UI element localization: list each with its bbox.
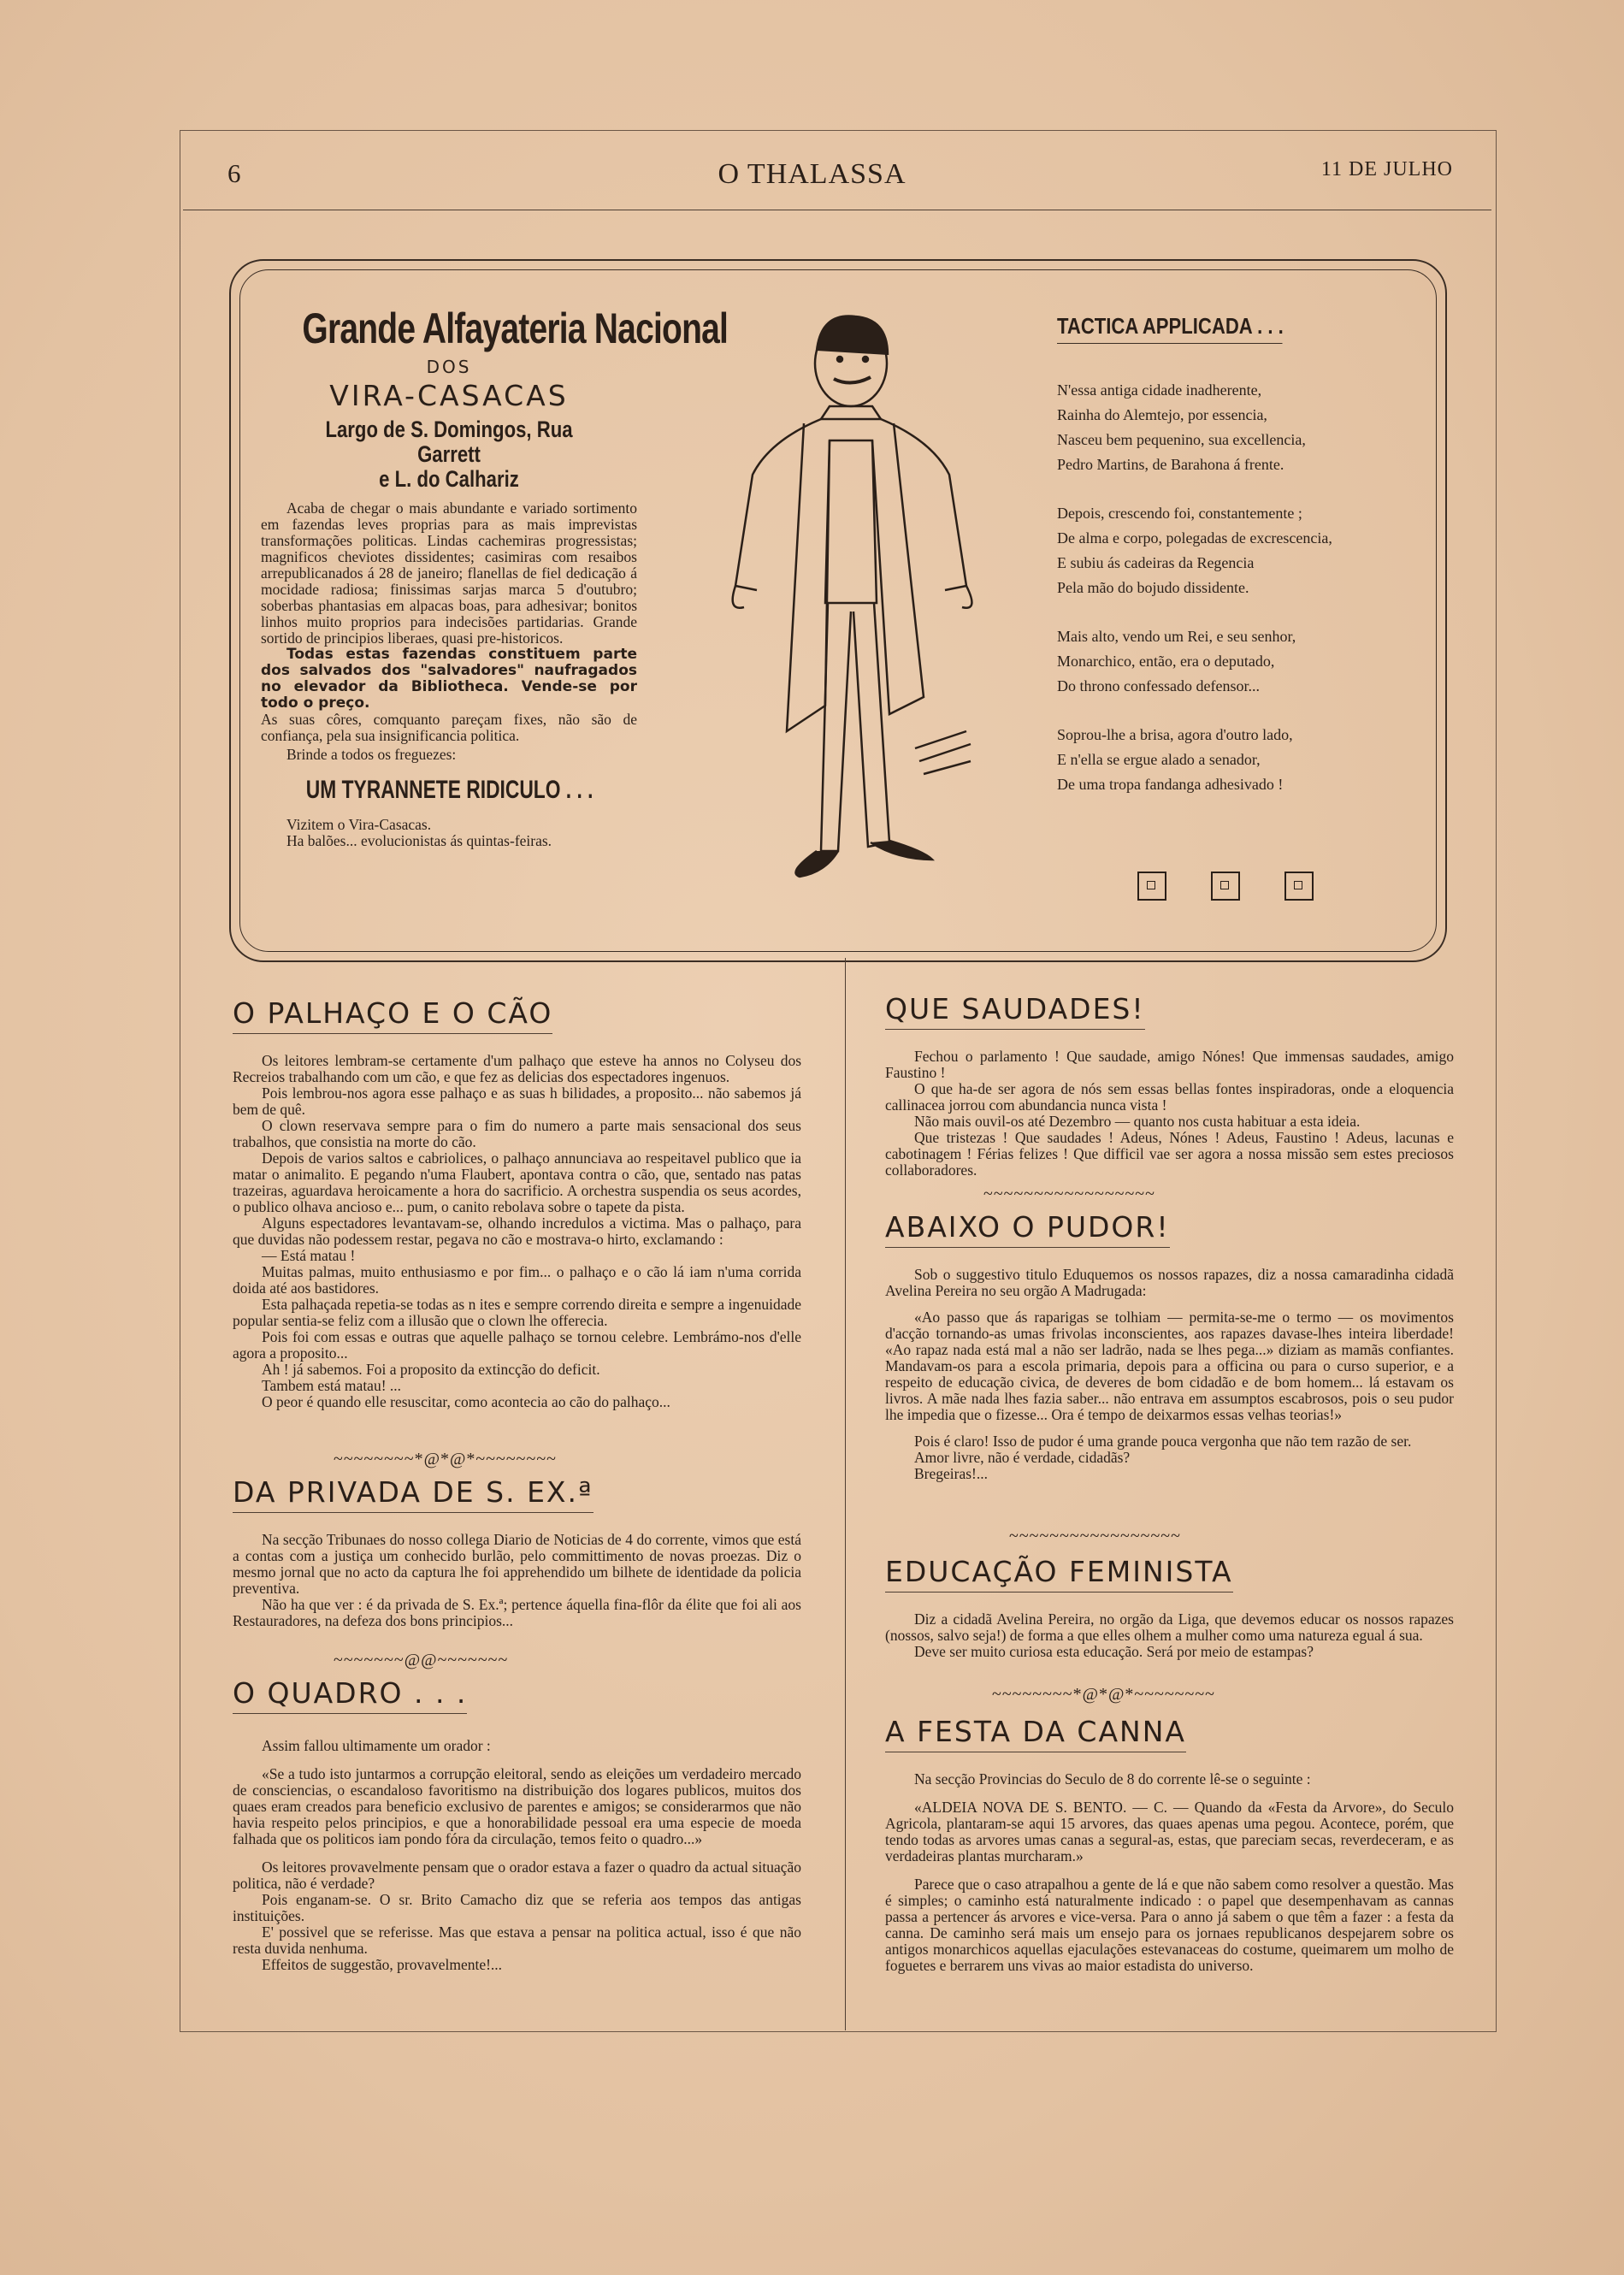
paragraph: Pois lembrou-nos agora esse palhaço e as suas h bilidades, a proposito... não sabemos já bem de quê.: [233, 1084, 801, 1118]
article-privada: [233, 1475, 801, 1629]
poem-line: De uma tropa fandanga adhesivado !: [1057, 776, 1284, 793]
ad-address-1: Largo de S. Domingos, Rua Garrett: [325, 417, 573, 467]
ad-baloes: Ha balões... evolucionistas ás quintas-feiras.: [286, 832, 552, 849]
paragraph: Os leitores provavelmente pensam que o orador estava a fazer o quadro da actual situação politica, não é verdade?: [233, 1858, 801, 1892]
paragraph: Muitas palmas, muito enthusiasmo e por fim... o palhaço e o cão lá iam n'uma corrida doida até aos bastidores.: [233, 1263, 801, 1297]
article-pudor: [885, 1210, 1454, 1482]
poem-stanza: [1057, 378, 1399, 477]
article-body: [885, 1267, 1454, 1482]
ad-bold-text: Todas estas fazendas constituem parte dos salvados dos "salvadores" naufragados no elevador da Bibliotheca. Vende-se por todo o preço.: [261, 646, 637, 712]
article-body: [885, 1771, 1454, 1974]
poem-line: Rainha do Alemtejo, por essencia,: [1057, 406, 1267, 423]
paragraph: Que tristezas ! Que saudades ! Adeus, Nónes ! Adeus, Faustino ! Adeus, lacunas e cabotinagem ! Férias felizes ! Que difficil vae ser agora a nossa missão sem estes preciosos collaboradores.: [885, 1129, 1454, 1179]
poem-line: Do throno confessado defensor...: [1057, 677, 1260, 694]
ad-after-bold: As suas côres, comquanto pareçam fixes, não são de confiança, pela sua insignificancia politica.: [261, 711, 637, 744]
article-title: A FESTA DA CANNA: [885, 1715, 1186, 1752]
column-divider: [845, 958, 846, 2030]
paragraph: Não mais ouvil-os até Dezembro — quanto nos custa habituar a esta ideia.: [914, 1113, 1361, 1130]
square-ornament-icon: [1211, 872, 1240, 901]
poem-line: Pedro Martins, de Barahona á frente.: [1057, 456, 1284, 473]
paragraph: Assim fallou ultimamente um orador :: [262, 1737, 491, 1754]
paragraph: «Ao passo que ás raparigas se tolhiam — permita-se-me o termo — os movimentos d'acção tornando-as umas frivolas inconscientes, aos rapazes davase-lhes inteira liberdade! «Ao rapaz nada está mal a não ser ladrão, nada se lhes pega...» diziam as mamãs confiantes. Mandavam-os para a escola primaria, depois para a officina ou para o curso superior, e a respeito de educação civica, de deveres de bom cidadão e de bom homem... lá estavam os livros. A mãe nada lhes fazia saber... não entrava em assumptos escabrosos, pois o seu pudor lhe impedia que o fizesse... Ora é tempo de deixarmos essas velhas teorias!»: [885, 1309, 1454, 1423]
paragraph: Fechou o parlamento ! Que saudade, amigo Nónes! Que immensas saudades, amigo Faustino !: [885, 1048, 1454, 1081]
paragraph: Tambem está matau! ...: [262, 1377, 402, 1394]
poem-line: Mais alto, vendo um Rei, e seu senhor,: [1057, 628, 1296, 645]
poem-line: Depois, crescendo foi, constantemente ;: [1057, 505, 1302, 522]
paragraph: Pois enganam-se. O sr. Brito Camacho diz que se referia aos tempos das antigas instituições.: [233, 1891, 801, 1924]
square-ornament-icon: [1137, 872, 1166, 901]
square-ornament-icon: [1284, 872, 1314, 901]
ornament-divider: ~~~~~~~~~~~~~~~~~: [1009, 1527, 1181, 1545]
issue-date: 11 DE JULHO: [1320, 158, 1453, 180]
ad-dos: DOS: [426, 357, 472, 377]
page-number: 6: [227, 158, 241, 188]
paragraph: Sob o suggestivo titulo Eduquemos os nossos rapazes, diz a nossa camaradinha cidadã Avelina Pereira no seu orgão A Madrugada:: [885, 1266, 1454, 1299]
paragraph: Parece que o caso atrapalhou a gente de lá e que não sabem como resolver a questão. Mas é simples; o caminho está naturalmente indicado : o papel que desempenhavam as cannas passa a pertencer ás arvores e vice-versa. Para o anno já sabem o que têm a fazer : a festa da canna. De caminho será mais um ensejo para os jornaes republicanos despejarem sobre os antigos monarchicos aquellas ejaculações estevanaceas do costume, queimarem um molho de foguetes e berrarem uns vivas ao maior estadista do universo.: [885, 1876, 1454, 1974]
poem-stanza: [1057, 624, 1399, 699]
poem-line: Pela mão do bojudo dissidente.: [1057, 579, 1249, 596]
article-body: [233, 1532, 801, 1629]
ornament-divider: ~~~~~~~~*@*@*~~~~~~~~: [334, 1450, 557, 1468]
poem-line: E subiu ás cadeiras da Regencia: [1057, 554, 1255, 571]
ad-body: Acaba de chegar o mais abundante e variado sortimento em fazendas leves proprias para as mais imprevistas transformações politicas. Lindas cachemiras progressistas; magnificos cheviotes dissidentes; casimiras com resaibos arrepublicanados á 28 de janeiro; flanellas de fiel dedicação á mocidade radiosa; finissimas sarjas marca 5 d'outubro; soberbas phantasias em alpacas boas, para adhesivar; bonitos linhos muito proprios para indecisões partidarias. Grande sortido de principios liberaes, quasi pre-historicos.: [261, 499, 637, 647]
paragraph: Diz a cidadã Avelina Pereira, no orgão da Liga, que devemos educar os nossos rapazes (nossos, salvo seja!) de forma a que elles olhem a mulher como uma natureza egual á sua.: [885, 1610, 1454, 1644]
paragraph: «Se a tudo isto juntarmos a corrupção eleitoral, sendo as eleições um verdadeiro mercado de consciencias, o escandaloso favoritismo na distribuição dos logares publicos, muitos dos quaes eram creados para beneficio exclusivo de parentes e amigos; se considerarmos que não havia respeito pelos principios, e que a honorabilidade pessoal era uma especie de moeda falhada que os politicos iam pondo fóra da circulação, temos feito o quadro...»: [233, 1765, 801, 1847]
ad-shop-name: VIRA-CASACAS: [329, 379, 569, 412]
paragraph: O clown reservava sempre para o fim do numero a parte mais sensacional dos seus trabalhos, que consistia na morte do cão.: [233, 1117, 801, 1150]
paragraph: Bregeiras!...: [914, 1465, 989, 1482]
poem-line: Soprou-lhe a brisa, agora d'outro lado,: [1057, 726, 1293, 743]
paragraph: Amor livre, não é verdade, cidadãs?: [914, 1449, 1131, 1466]
paragraph: Na secção Tribunaes do nosso collega Diario de Noticias de 4 do corrente, vimos que está a contas com a justiça um conhecido burlão, pelo committimento de novas proezas. Diz o mesmo jornal que no acto da captura lhe foi apprehendido um bilhete de identidade da policia preventiva.: [233, 1531, 801, 1597]
paragraph: Esta palhaçada repetia-se todas as n ites e sempre correndo direita e sempre a ingenuidade popular sentia-se feliz com a illusão que o clown lhe offerecia.: [233, 1296, 801, 1329]
article-body: [233, 1053, 801, 1410]
article-title: ABAIXO O PUDOR!: [885, 1210, 1170, 1248]
poem-line: Nasceu bem pequenino, sua excellencia,: [1057, 431, 1306, 448]
poem-title: TACTICA APPLICADA . . .: [1057, 313, 1283, 344]
paper-title: O THALASSA: [718, 158, 906, 190]
poem-line: Monarchico, então, era o deputado,: [1057, 653, 1275, 670]
paragraph: Na secção Provincias do Seculo de 8 do corrente lê-se o seguinte :: [914, 1770, 1311, 1788]
paragraph: «ALDEIA NOVA DE S. BENTO. — C. — Quando da «Festa da Arvore», do Seculo Agricola, plantaram-se aqui 15 arvores, das quaes apenas uma pegou. Acontece, porém, que tendo todas as arvores umas canas a segural-as, estas, que pareciam secas, reverdeceram, e as verdadeiras plantas murcharam.»: [885, 1799, 1454, 1864]
article-feminista: [885, 1555, 1454, 1660]
paragraph: Não ha que ver : é da privada de S. Ex.ª; pertence áquella fina-flôr da élite que foi ali aos Restauradores, na defeza dos bons principios...: [233, 1596, 801, 1629]
paragraph: Deve ser muito curiosa esta educação. Será por meio de estampas?: [914, 1643, 1314, 1660]
paragraph: — Está matau !: [262, 1247, 356, 1264]
poem-line: N'essa antiga cidade inadherente,: [1057, 381, 1262, 399]
article-title: QUE SAUDADES!: [885, 992, 1145, 1030]
caricature-illustration: [676, 304, 1001, 919]
paragraph: E' possivel que se referisse. Mas que estava a pensar na politica actual, isso é que não resta duvida nenhuma.: [233, 1923, 801, 1957]
ornament-divider: ~~~~~~~~*@*@*~~~~~~~~: [992, 1685, 1215, 1704]
paragraph: O peor é quando elle resuscitar, como acontecia ao cão do palhaço...: [262, 1393, 670, 1410]
article-body: [233, 1738, 801, 1973]
paragraph: O que ha-de ser agora de nós sem essas bellas fontes inspiradoras, onde a eloquencia callinacea jorrou com abundancia nunca vista !: [885, 1080, 1454, 1114]
paragraph: Effeitos de suggestão, provavelmente!...: [262, 1956, 503, 1973]
paragraph: Alguns espectadores levantavam-se, olhando incredulos a victima. Mas o palhaço, para que duvidas não podessem restar, pegava no cão e mostrava-o hirto, exclamando :: [233, 1214, 801, 1248]
paragraph: Os leitores lembram-se certamente d'um palhaço que esteve ha annos no Colyseu dos Recreios trabalhando com um cão, e que fez as delicias dos espectadores ingenuos.: [233, 1052, 801, 1085]
poem-body: [1057, 378, 1399, 797]
paragraph: Pois foi com essas e outras que aquelle palhaço se tornou celebre. Lembrámo-nos d'elle agora a proposito...: [233, 1328, 801, 1362]
article-body: [885, 1049, 1454, 1179]
article-title: O QUADRO . . .: [233, 1676, 467, 1714]
paragraph: Depois de varios saltos e cabriolices, o palhaço annunciava ao respeitavel publico que ia matar o animalito. E pegando n'uma Flaubert, apontava contra o cão, que, sentado nas patas trazeiras, aguardava heroicamente a hora do sacrificio. A orchestra suspendia os seus acordes, o publico olhava ancioso e... pum, o canito rebolava sobre o tapete da pista.: [233, 1149, 801, 1215]
ad-visit: Vizitem o Vira-Casacas.: [286, 816, 432, 833]
paragraph: Pois é claro! Isso de pudor é uma grande pouca vergonha que não tem razão de ser.: [914, 1433, 1412, 1450]
poem-line: De alma e corpo, polegadas de excrescencia,: [1057, 529, 1332, 547]
article-quadro: [233, 1676, 801, 1973]
poem-line: E n'ella se ergue alado a senador,: [1057, 751, 1261, 768]
article-palhaco: [233, 996, 801, 1410]
ornament-divider: ~~~~~~~~~~~~~~~~~: [983, 1185, 1155, 1203]
ornament-divider: ~~~~~~~@@~~~~~~~: [334, 1651, 509, 1669]
article-title: EDUCAÇÃO FEMINISTA: [885, 1555, 1233, 1592]
tactica-applicada-poem: [1057, 313, 1399, 821]
decorative-squares: [1137, 872, 1358, 905]
ad-brinde: Brinde a todos os freguezes:: [286, 746, 457, 763]
article-body: [885, 1611, 1454, 1660]
paragraph: Ah ! já sabemos. Foi a proposito da extincção do deficit.: [262, 1361, 600, 1378]
ad-title: Grande Alfayateria Nacional: [302, 304, 729, 352]
article-saudades: [885, 992, 1454, 1179]
article-title: DA PRIVADA DE S. EX.ª: [233, 1475, 593, 1513]
article-festa-canna: [885, 1715, 1454, 1974]
ad-tyrannete: UM TYRANNETE RIDICULO . . .: [305, 776, 593, 804]
article-title: O PALHAÇO E O CÃO: [233, 996, 552, 1034]
poem-stanza: [1057, 723, 1399, 797]
poem-stanza: [1057, 501, 1399, 600]
advertisement: [261, 304, 729, 849]
ad-address-2: e L. do Calhariz: [379, 466, 519, 492]
